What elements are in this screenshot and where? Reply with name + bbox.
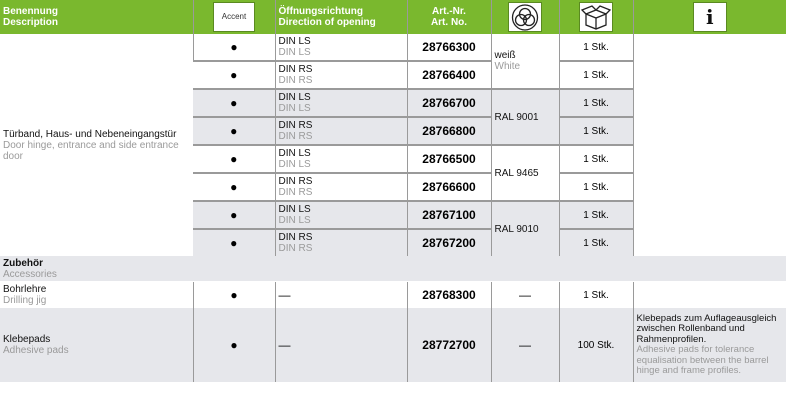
accent-dot: ● [193, 61, 275, 89]
product-name-de: Türband, Haus- und Nebeneingangstür [3, 128, 177, 140]
accent-dot: ● [193, 308, 275, 382]
direction-de: DIN RS [278, 120, 313, 131]
accessory-name-de: Klebepads [3, 334, 51, 345]
color-cell [491, 201, 559, 256]
accent-dot: ● [193, 89, 275, 117]
accessories-title-de: Zubehör [3, 257, 43, 269]
direction-en: DIN LS [278, 47, 311, 58]
color-wheel-icon [508, 2, 542, 32]
header-benennung-en: Description [3, 17, 59, 28]
direction-cell: — [275, 308, 407, 382]
color-de: RAL 9010 [494, 223, 539, 235]
table-row [0, 308, 786, 382]
direction-cell [275, 34, 407, 61]
header-opening [275, 0, 407, 34]
article-number: 28766800 [407, 117, 491, 145]
header-color [491, 0, 559, 34]
info-icon: i [693, 2, 727, 32]
direction-cell [275, 229, 407, 256]
direction-cell [275, 145, 407, 173]
direction-en: DIN LS [278, 159, 311, 170]
direction-de: DIN RS [278, 64, 313, 75]
article-number: 28767100 [407, 201, 491, 229]
accessory-name-de: Bohrlehre [3, 284, 47, 295]
article-number: 28766300 [407, 34, 491, 61]
quantity-cell: 1 Stk. [559, 89, 633, 117]
color-cell: — [491, 282, 559, 309]
accessory-name-cell [0, 308, 193, 382]
color-de: weiß [494, 50, 516, 61]
color-de: RAL 9465 [494, 167, 539, 179]
direction-en: DIN LS [278, 103, 311, 114]
direction-cell [275, 201, 407, 229]
color-cell: — [491, 308, 559, 382]
direction-de: DIN LS [278, 148, 311, 159]
color-cell [491, 89, 559, 145]
direction-en: DIN RS [278, 131, 313, 142]
color-en: White [494, 61, 521, 72]
accent-dot: ● [193, 173, 275, 201]
accent-dot: ● [193, 34, 275, 61]
direction-cell [275, 117, 407, 145]
package-icon [579, 2, 613, 32]
accessories-section-row [0, 256, 786, 282]
article-number: 28766400 [407, 61, 491, 89]
header-benennung [0, 0, 193, 34]
direction-de: DIN LS [278, 36, 311, 47]
accent-dot: ● [193, 282, 275, 309]
color-cell [491, 145, 559, 201]
accessory-name-cell [0, 282, 193, 309]
accessory-name-en: Drilling jig [3, 295, 47, 306]
quantity-cell: 1 Stk. [559, 61, 633, 89]
quantity-cell: 1 Stk. [559, 229, 633, 256]
quantity-cell: 1 Stk. [559, 117, 633, 145]
product-name-cell [0, 34, 193, 256]
direction-en: DIN RS [278, 75, 313, 86]
accent-dot: ● [193, 201, 275, 229]
table-row [0, 34, 786, 61]
table-row [0, 282, 786, 309]
article-number: 28766600 [407, 173, 491, 201]
info-cell-empty [633, 34, 786, 256]
accent-dot: ● [230, 235, 238, 250]
header-artnr [407, 0, 491, 34]
header-artnr-de: Art.-Nr. [432, 6, 466, 17]
direction-de: DIN RS [278, 232, 313, 243]
accessory-name-en: Adhesive pads [3, 345, 69, 356]
accent-logo: Accent [213, 2, 255, 32]
article-number: 28766700 [407, 89, 491, 117]
accessories-title-en: Accessories [3, 268, 57, 280]
direction-en: DIN RS [278, 243, 313, 254]
quantity-cell: 1 Stk. [559, 34, 633, 61]
direction-de: DIN RS [278, 176, 313, 187]
direction-cell [275, 61, 407, 89]
header-opening-de: Öffnungsrichtung [278, 6, 363, 17]
quantity-cell: 1 Stk. [559, 145, 633, 173]
info-note-cell [633, 308, 786, 382]
quantity-cell: 1 Stk. [559, 282, 633, 309]
direction-en: DIN LS [278, 215, 311, 226]
header-info [633, 0, 786, 34]
direction-de: DIN LS [278, 204, 311, 215]
quantity-cell: 1 Stk. [559, 201, 633, 229]
article-number: 28766500 [407, 145, 491, 173]
direction-cell: — [275, 282, 407, 309]
product-name-en: Door hinge, entrance and side entrance door [3, 139, 179, 162]
info-note-en: Adhesive pads for tolerance equalisation between the barrel hinge and frame profiles. [636, 344, 769, 376]
info-cell [633, 282, 786, 309]
direction-en: DIN RS [278, 187, 313, 198]
header-package [559, 0, 633, 34]
article-number: 28767200 [407, 229, 491, 256]
table-header-row [0, 0, 786, 34]
direction-cell [275, 173, 407, 201]
quantity-cell: 1 Stk. [559, 173, 633, 201]
direction-de: DIN LS [278, 92, 311, 103]
direction-cell [275, 89, 407, 117]
header-opening-en: Direction of opening [278, 17, 376, 28]
accent-dot: ● [193, 145, 275, 173]
color-de: RAL 9001 [494, 111, 539, 123]
header-accent [193, 0, 275, 34]
quantity-cell: 100 Stk. [559, 308, 633, 382]
info-note-de: Klebepads zum Auflageausgleich zwischen Rollenband und Rahmenprofilen. [636, 312, 777, 345]
accessories-heading [0, 256, 786, 282]
article-number: 28768300 [407, 282, 491, 309]
accent-dot: ● [193, 117, 275, 145]
header-artnr-en: Art. No. [430, 17, 468, 28]
color-cell [491, 34, 559, 89]
header-benennung-de: Benennung [3, 6, 58, 17]
article-number: 28772700 [407, 308, 491, 382]
